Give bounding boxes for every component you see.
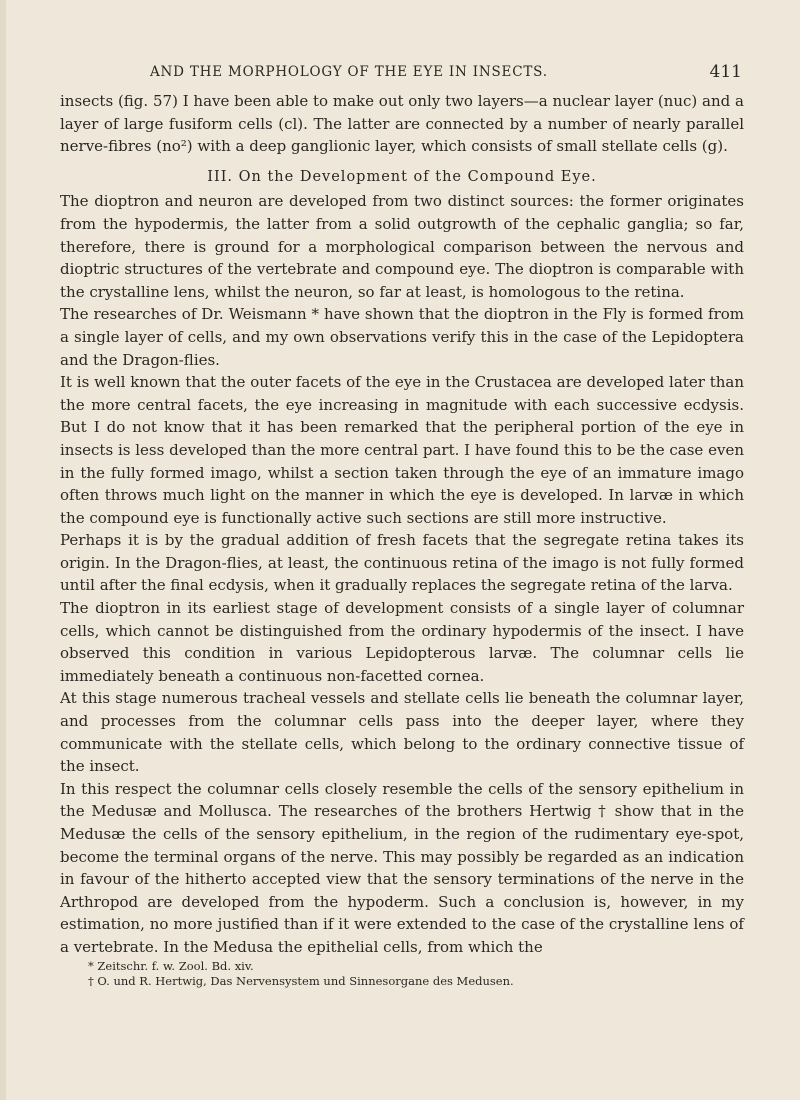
page-edge [0, 0, 6, 1100]
paragraph: At this stage numerous tracheal vessels and stellate cells lie beneath the columnar layer, and processes from the columnar cells pass into the deeper layer, where they communicate with the stellate cells, which belong to the ordinary connective tissue of the insect. [60, 689, 744, 776]
page-header [60, 64, 742, 88]
section-heading: III. On the Development of the Compound Eye. [207, 168, 597, 185]
footnote: * Zeitschr. f. w. Zool. Bd. xiv. [88, 958, 254, 973]
paragraph: Perhaps it is by the gradual addition of fresh facets that the segregate retina takes its origin. In the Dragon-flies, at least, the continuous retina of the imago is not fully formed until after the final ecdysis, when it gradually replaces the segregate retina of the larva. [60, 531, 744, 595]
paragraph: In this respect the columnar cells closely resemble the cells of the sensory epithelium in the Medusæ and Mollusca. The researches of the brothers Hertwig † show that in the Medusæ the cells of the sensory epithelium, in the region of the rudimentary eye-spot, become the terminal organs of the nerve. This may possibly be regarded as an indication in favour of the hitherto accepted view that the sensory terminations of the nerve in the Arthropod are developed from the hypoderm. Such a conclusion is, however, in my estimation, no more justified than if it were extended to the case of the crystalline lens of a vertebrate. In the Medusa the epithelial cells, from which the [60, 779, 744, 956]
footnote: † O. und R. Hertwig, Das Nervensystem und Sinnesorgane des Medusen. [88, 973, 514, 988]
page-number: 411 [709, 62, 742, 82]
paragraph: insects (fig. 57) I have been able to make out only two layers—a nuclear layer (nuc) and a layer of large fusiform cells (cl). The latter are connected by a number of nearly parallel nerve-fibres (no²) with a deep ganglionic layer, which consists of small stellate cells (g). [60, 92, 744, 156]
paragraph: It is well known that the outer facets of the eye in the Crustacea are developed later than the more central facets, the eye increasing in magnitude with each successive ecdysis. But I do not know that it has been remarked that the peripheral portion of the eye in insects is less developed than the more central part. I have found this to be the case even in the fully formed imago, whilst a section taken through the eye of an immature imago often throws much light on the manner in which the eye is developed. In larvæ in which the compound eye is functionally active such sections are still more instructive. [60, 373, 744, 527]
paragraph: The researches of Dr. Weismann * have shown that the dioptron in the Fly is formed from a single layer of cells, and my own observations verify this in the case of the Lepidoptera and the Dragon-flies. [60, 305, 744, 369]
running-head: AND THE MORPHOLOGY OF THE EYE IN INSECTS. [150, 64, 548, 80]
body-text [60, 90, 744, 989]
paragraph: The dioptron and neuron are developed from two distinct sources: the former originates from the hypodermis, the latter from a solid outgrowth of the cephalic ganglia; so far, therefore, there is ground for a morphological comparison between the nervous and dioptric structures of the vertebrate and compound eye. The dioptron is comparable with the crystalline lens, whilst the neuron, so far at least, is homologous to the retina. [60, 192, 744, 301]
paragraph: The dioptron in its earliest stage of development consists of a single layer of columnar cells, which cannot be distinguished from the ordinary hypodermis of the insect. I have observed this condition in various Lepidopterous larvæ. The columnar cells lie immediately beneath a continuous non-facetted cornea. [60, 599, 744, 685]
footnotes [60, 959, 744, 989]
